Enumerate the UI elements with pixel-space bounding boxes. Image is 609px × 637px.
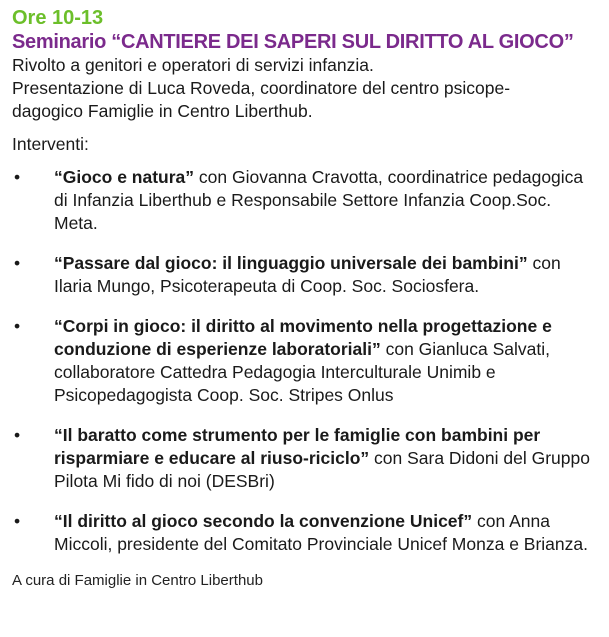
list-item [12, 424, 599, 493]
talk-details: con Giovanna Cravotta, coordinatrice pedagogica di Infanzia Liberthub e Responsabile Settore Infanzia Coop.Soc. Meta. [54, 167, 584, 233]
list-item [12, 166, 599, 235]
intro-block [12, 54, 609, 123]
bullet-icon: • [14, 425, 21, 445]
list-item [12, 315, 599, 407]
talk-details: con Ilaria Mungo, Psicoterapeuta di Coop. Soc. Sociosfera. [54, 253, 561, 296]
event-time: Ore 10-13 [12, 7, 104, 29]
interventi-list [12, 166, 609, 556]
intro-line: dagogico Famiglie in Centro Liberthub. [12, 101, 313, 121]
talk-title: “Gioco e natura” [54, 167, 195, 187]
talk-title: “Il diritto al gioco secondo la convenzione Unicef” [54, 511, 473, 531]
bullet-icon: • [14, 316, 21, 336]
list-item [12, 252, 599, 298]
intro-line: Presentazione di Luca Roveda, coordinatore del centro psicope- [12, 78, 511, 98]
talk-details: con Gianluca Salvati, collaboratore Cattedra Pedagogia Interculturale Unimib e Psicopedagogista Coop. Soc. Stripes Onlus [54, 339, 550, 405]
talk-title: “Il baratto come strumento per le famiglie con bambini per risparmiare e educare al riuso-riciclo” [54, 425, 541, 468]
talk-details: con Sara Didoni del Gruppo Pilota Mi fido di noi (DESBri) [54, 448, 590, 491]
list-item [12, 510, 599, 556]
organizer-credit: A cura di Famiglie in Centro Liberthub [12, 572, 263, 589]
intro-line: Rivolto a genitori e operatori di servizi infanzia. [12, 55, 374, 75]
talk-title: “Passare dal gioco: il linguaggio universale dei bambini” [54, 253, 528, 273]
talk-title: “Corpi in gioco: il diritto al movimento nella progettazione e conduzione di esperienze laboratoriali” [54, 316, 552, 359]
bullet-icon: • [14, 167, 21, 187]
bullet-icon: • [14, 511, 21, 531]
bullet-icon: • [14, 253, 21, 273]
talk-details: con Anna Miccoli, presidente del Comitato Provinciale Unicef Monza e Brianza. [54, 511, 588, 554]
seminar-title: Seminario “CANTIERE DEI SAPERI SUL DIRITTO AL GIOCO” [12, 31, 574, 53]
interventi-label: Interventi: [12, 134, 89, 154]
